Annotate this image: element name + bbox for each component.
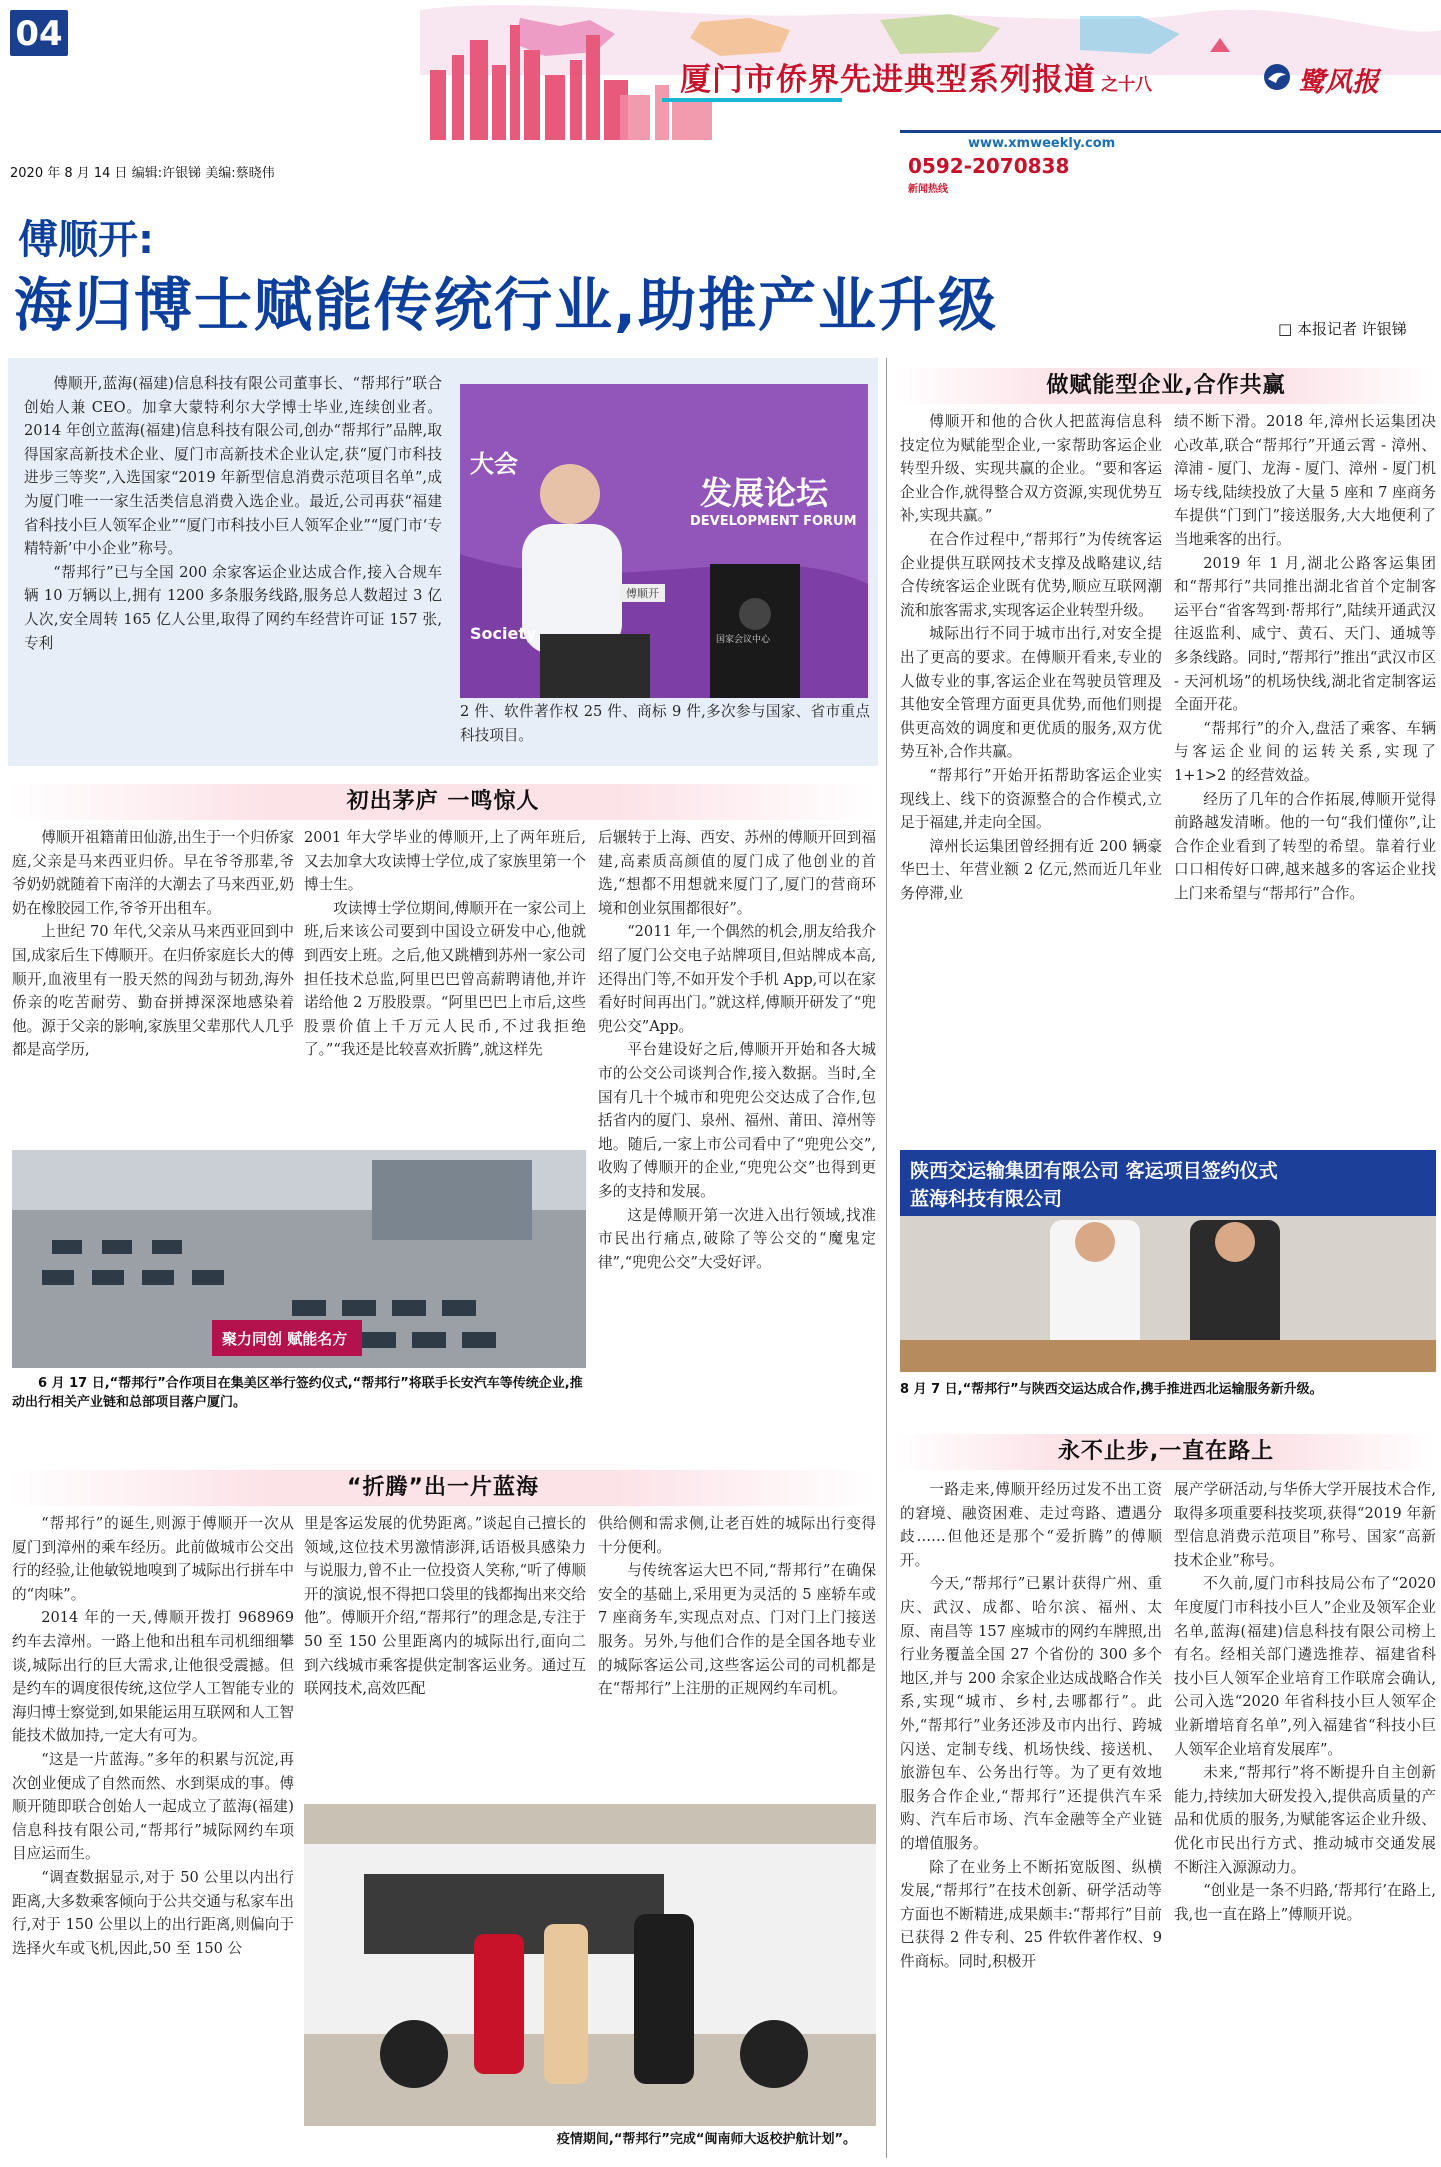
section-2-c1-p2: 2014 年的一天,傅顺开拨打 968969 约车去漳州。一路上他和出租车司机细细攀谈,城际出行的巨大需求,让他很受震撼。但是约车的调度很传统,这位学人工智能专业的海归博士察觉到,如果能运用互联网和人工智能技术做加持,一定大有可为。 <box>12 1609 294 1745</box>
series-number: 之十八 <box>1101 75 1153 95</box>
section-1-c3-p1: 后辗转于上海、西安、苏州的傅顺开回到福建,高素质高颜值的厦门成了他创业的首选,“想都不用想就来厦门了,厦门的营商环境和创业氛围都很好”。 <box>598 829 876 917</box>
section-1-col-3 <box>598 826 876 1274</box>
section-4-c1-p2: 今天,“帮邦行”已累计获得广州、重庆、武汉、成都、哈尔滨、福州、太原、南昌等 157 座城市的网约车牌照,出行业务覆盖全国 27 个省份的 300 多个地区,并与 200 余家企业达成战略合作关系,实现“城市、乡村,去哪都行”。此外,“帮邦行”业务还涉及市内出行、跨城闪送、定制专线、机场快线、接送机、旅游包车、公务出行等。为了更有效地服务合作企业,“帮邦行”还提供汽车采购、汽车后市场、汽车金融等全产业链的增值服务。 <box>900 1575 1162 1852</box>
section-4-c2-p4: “创业是一条不归路,‘帮邦行’在路上,我,也一直在路上”傅顺开说。 <box>1174 1882 1436 1923</box>
shuttle-photo-caption: 疫情期间,“帮邦行”完成“闽南师大返校护航计划”。 <box>556 2132 856 2147</box>
hotline-label: 新闻热线 <box>908 184 948 195</box>
series-title-text: 厦门市侨界先进典型系列报道 <box>680 62 1096 98</box>
page-number: 04 <box>15 14 63 54</box>
section-3-c1-p2: 在合作过程中,“帮邦行”为传统客运企业提供互联网技术支撑及战略建议,结合传统客运企业既有优势,顺应互联网潮流和旅客需求,实现客运企业转型升级。 <box>900 530 1162 619</box>
section-4-c1-p1: 一路走来,傅顺开经历过发不出工资的窘境、融资困难、走过弯路、遭遇分歧……但他还是那个“爱折腾”的傅顺开。 <box>900 1481 1162 1569</box>
section-1-col-2 <box>304 826 586 1062</box>
student-shuttle-art <box>304 1804 876 2126</box>
shaanxi-photo-caption: 8 月 7 日,“帮邦行”与陕西交运达成合作,携手推进西北运输服务新升级。 <box>900 1382 1323 1397</box>
headline-kicker: 傅顺开: <box>18 217 154 263</box>
column-divider <box>886 358 887 2158</box>
intro-text-bottom <box>460 700 870 747</box>
section-2-col-2 <box>304 1512 586 1701</box>
shaanxi-banner-line1: 陕西交运输集团有限公司 客运项目签约仪式 <box>910 1160 1278 1182</box>
date-editor-line: 2020 年 8 月 14 日 编辑:许银锑 美编:蔡晓伟 <box>10 166 275 181</box>
section-2-c1-p4: “调查数据显示,对于 50 公里以内出行距离,大多数乘客倾向于公共交通与私家车出行,对于 150 公里以上的出行距离,则偏向于选择火车或飞机,因此,50 至 150 公 <box>12 1868 294 1957</box>
section-2-c1-p1: “帮邦行”的诞生,则源于傅顺开一次从厦门到漳州的乘车经历。此前做城市公交出行的经验,让他敏锐地嗅到了城际出行拼车中的“肉味”。 <box>12 1515 294 1603</box>
photo-banner-line1: 大会 <box>470 450 518 478</box>
section-3-c1-p4: “帮邦行”开始开拓帮助客运企业实现线上、线下的资源整合的合作模式,立足于福建,并走向全国。 <box>900 766 1162 832</box>
section-2-c1-p3: “这是一片蓝海。”多年的积累与沉淀,再次创业便成了自然而然、水到渠成的事。傅顺开随即联合创始人一起成立了蓝海(福建)信息科技有限公司,“帮邦行”城际网约车项目应运而生。 <box>12 1750 294 1863</box>
photo-banner-line3: DEVELOPMENT FORUM <box>690 514 857 529</box>
section-2-col-1 <box>12 1512 294 1960</box>
section-3-col-2 <box>1174 410 1436 905</box>
section-1-c1-p1: 傅顺开祖籍莆田仙游,出生于一个归侨家庭,父亲是马来西亚归侨。早在爷爷那辈,爷爷奶奶就随着下南洋的大潮去了马来西亚,奶奶在橡胶园工作,爷爷开出租车。 <box>12 829 294 917</box>
section-2-c3-p2: 与传统客运大巴不同,“帮邦行”在确保安全的基础上,采用更为灵活的 5 座轿车或 7 座商务车,实现点对点、门对门上门接送服务。另外,与他们合作的是全国各地专业的城际客运公司,这些客运公司的司机都是在“帮邦行”上注册的正规网约车司机。 <box>598 1562 876 1698</box>
section-4-c1-p3: 除了在业务上不断拓宽版图、纵横发展,“帮邦行”在技术创新、研学活动等方面也不断精进,成果颇丰:“帮邦行”目前已获得 2 件专利、25 件软件著作权、9 件商标。同时,积极开 <box>900 1858 1162 1970</box>
section-2-title: “折腾”出一片蓝海 <box>8 1470 878 1506</box>
section-4-title: 永不止步,一直在路上 <box>896 1434 1436 1470</box>
section-1-c2-p1: 2001 年大学毕业的傅顺开,上了两年班后,又去加拿大攻读博士学位,成了家族里第一个博士生。 <box>304 829 586 894</box>
section-3-c2-p4: 经历了几年的合作拓展,傅顺开觉得前路越发清晰。他的一句“我们懂你”,让合作企业看到了转型的希望。靠着行业口口相传好口碑,越来越多的客运企业找上门来希望与“帮邦行”合作。 <box>1174 790 1436 902</box>
section-3-c1-p5: 漳州长运集团曾经拥有近 200 辆豪华巴士、年营业额 2 亿元,然而近几年业务停滞,业 <box>900 837 1162 902</box>
section-1-c3-p3: 平台建设好之后,傅顺开开始和各大城市的公交公司谈判合作,接入数据。当时,全国有几十个城市和兜兜公交达成了合作,包括省内的厦门、泉州、福州、莆田、漳州等地。随后,一家上市公司看中了“兜兜公交”,收购了傅顺开的企业,“兜兜公交”也得到更多的支持和发展。 <box>598 1041 876 1200</box>
section-2-c3-p1: 供给侧和需求侧,让老百姓的城际出行变得十分便利。 <box>598 1515 876 1556</box>
photo-banner-text: 聚力同创 赋能名方 <box>222 1330 348 1348</box>
section-1-c2-p2: 攻读博士学位期间,傅顺开在一家公司上班,后来该公司要到中国设立研发中心,他就到西安上班。之后,他又跳槽到苏州一家公司担任技术总监,阿里巴巴曾高薪聘请他,并许诺给他 2 万股股票。“阿里巴巴上市后,这些股票价值上千万元人民币,不过我拒绝了。”“我还是比较喜欢折腾”,就这样先 <box>304 899 586 1059</box>
section-4-col-1 <box>900 1478 1162 1973</box>
section-1-c3-p4: 这是傅顺开第一次进入出行领域,找准市民出行痛点,破除了等公交的“魔鬼定律”,“兜兜公交”大受好评。 <box>598 1206 876 1271</box>
section-4-col-2 <box>1174 1478 1436 1926</box>
section-3-title: 做赋能型企业,合作共赢 <box>896 368 1436 404</box>
headline-title: 海归博士赋能传统行业,助推产业升级 <box>14 271 999 339</box>
section-1-c1-p2: 上世纪 70 年代,父亲从马来西亚回到中国,成家后生下傅顺开。在归侨家庭长大的傅顺开,血液里有一股天然的闯劲与韧劲,海外侨亲的吃苦耐劳、勤奋拼搏深深地感染着他。源于父亲的影响,家族里父辈那代人几乎都是高学历, <box>12 923 294 1059</box>
section-3-c2-p2: 2019 年 1 月,湖北公路客运集团和“帮邦行”共同推出湖北省首个定制客运平台“省客驾到·帮邦行”,陆续开通武汉往返监利、咸宁、黄石、天门、通城等多条线路。同时,“帮邦行”推出“武汉市区 - 天河机场”的机场快线,湖北省定制客运全面开花。 <box>1174 554 1436 714</box>
photo-banner-line2: 发展论坛 <box>700 474 829 512</box>
section-1-col-1 <box>12 826 294 1062</box>
section-1-title: 初出茅庐 一鸣惊人 <box>8 784 878 820</box>
section-4-c2-p1: 展产学研活动,与华侨大学开展技术合作,取得多项重要科技奖项,获得“2019 年新型信息消费示范项目”称号、国家“高新技术企业”称号。 <box>1174 1481 1436 1569</box>
signing-ceremony-photo <box>12 1150 586 1368</box>
page-header <box>0 0 1441 195</box>
bird-logo-icon <box>1262 62 1292 92</box>
shaanxi-banner-line2: 蓝海科技有限公司 <box>910 1188 1063 1210</box>
intro-paragraph-3: 2 件、软件著作权 25 件、商标 9 件,多次参与国家、省市重点科技项目。 <box>460 703 870 744</box>
section-3-c1-p3: 城际出行不同于城市出行,对安全提出了更高的要求。在傅顺开看来,专业的人做专业的事,客运企业在驾驶员管理及其他安全管理方面更具优势,而他们则提供更高效的调度和更优质的服务,双方优势互补,合作共赢。 <box>900 625 1162 761</box>
section-4-c2-p3: 未来,“帮邦行”将不断提升自主创新能力,持续加大研发投入,提供高质量的产品和优质的服务,为赋能客运企业升级、优化市民出行方式、推动城市交通发展不断注入源源动力。 <box>1174 1764 1436 1876</box>
speaker-photo <box>460 384 868 698</box>
series-title <box>680 54 1240 98</box>
section-3-c1-p1: 傅顺开和他的合伙人把蓝海信息科技定位为赋能型企业,一家帮助客运企业转型升级、实现共赢的企业。“要和客运企业合作,就得整合双方资源,实现优势互补,实现共赢。” <box>900 413 1162 525</box>
section-3-c2-p3: “帮邦行”的介入,盘活了乘客、车辆与客运企业间的运转关系,实现了 1+1>2 的经营效益。 <box>1174 719 1436 784</box>
section-2-c2-p1: 里是客运发展的优势距离。”谈起自己擅长的领域,这位技术男激情澎湃,话语极具感染力与说服力,曾不止一位投资人笑称,“听了傅顺开的演说,恨不得把口袋里的钱都掏出来交给他”。傅顺开介绍,“帮邦行”的理念是,专注于 50 至 150 公里距离内的城际出行,面向二到六线城市乘客提供定制客运业务。通过互联网技术,高效匹配 <box>304 1515 586 1698</box>
section-4-c2-p2: 不久前,厦门市科技局公布了“2020 年度厦门市科技小巨人”企业及领军企业名单,蓝海(福建)信息科技有限公司榜上有名。经相关部门遴选推荐、福建省科技小巨人领军企业培育工作联席会确认,公司入选“2020 年省科技小巨人领军企业新增培育名单”,列入福建省“科技小巨人领军企业培育发展库”。 <box>1174 1575 1436 1758</box>
paper-name: 鹭风报 <box>1298 67 1379 98</box>
photo-lectern-label: 国家会议中心 <box>716 635 771 645</box>
section-3-col-1 <box>900 410 1162 905</box>
signing-photo-caption: 6 月 17 日,“帮邦行”合作项目在集美区举行签约仪式,“帮邦行”将联手长安汽车等传统企业,推动出行相关产业链和总部项目落户厦门。 <box>12 1376 583 1410</box>
intro-text-left <box>24 372 442 655</box>
section-1-c3-p2: “2011 年,一个偶然的机会,朋友给我介绍了厦门公交电子站牌项目,但站牌成本高,还得出门等,不如开发个手机 App,可以在家看好时间再出门。”就这样,傅顺开研发了“兜兜公交”App。 <box>598 923 876 1035</box>
photo-banner-line4: Society <box>470 624 537 643</box>
section-2-col-3 <box>598 1512 876 1701</box>
intro-paragraph-1: 傅顺开,蓝海(福建)信息科技有限公司董事长、“帮邦行”联合创始人兼 CEO。加拿大蒙特利尔大学博士毕业,连续创业者。2014 年创立蓝海(福建)信息科技有限公司,创办“帮邦行”品牌,取得国家高新技术企业、厦门市高新技术企业认定,获“厦门市科技进步三等奖”,入选国家“2019 年新型信息消费示范项目名单”,成为厦门唯一一家生活类信息消费入选企业。最近,公司再获“福建省科技小巨人领军企业”“厦门市科技小巨人领军企业”“厦门市‘专精特新’中小企业”称号。 <box>24 375 442 558</box>
speaker-photo-art <box>460 384 868 698</box>
photo-name-card: 傅顺开 <box>620 584 665 602</box>
student-shuttle-photo <box>304 1804 876 2126</box>
hotline-number: 0592-2070838 <box>908 154 1070 178</box>
shaanxi-signing-photo <box>900 1150 1436 1372</box>
website-url: www.xmweekly.com <box>968 136 1116 151</box>
intro-paragraph-2: “帮邦行”已与全国 200 余家客运企业达成合作,接入合规车辆 10 万辆以上,拥有 1200 多条服务线路,服务总人数超过 3 亿人次,安全周转 165 亿人公里,取得了网约车经营许可证 157 张,专利 <box>24 563 442 652</box>
byline: □ 本报记者 许银锑 <box>1278 320 1407 338</box>
paper-logo <box>1262 60 1432 98</box>
section-3-c2-p1: 绩不断下滑。2018 年,漳州长运集团决心改革,联合“帮邦行”开通云霄 - 漳州、漳浦 - 厦门、龙海 - 厦门、漳州 - 厦门机场专线,陆续投放了大量 5 座和 7 座商务车提供“门到门”接送服务,大大地便利了当地乘客的出行。 <box>1174 413 1436 548</box>
